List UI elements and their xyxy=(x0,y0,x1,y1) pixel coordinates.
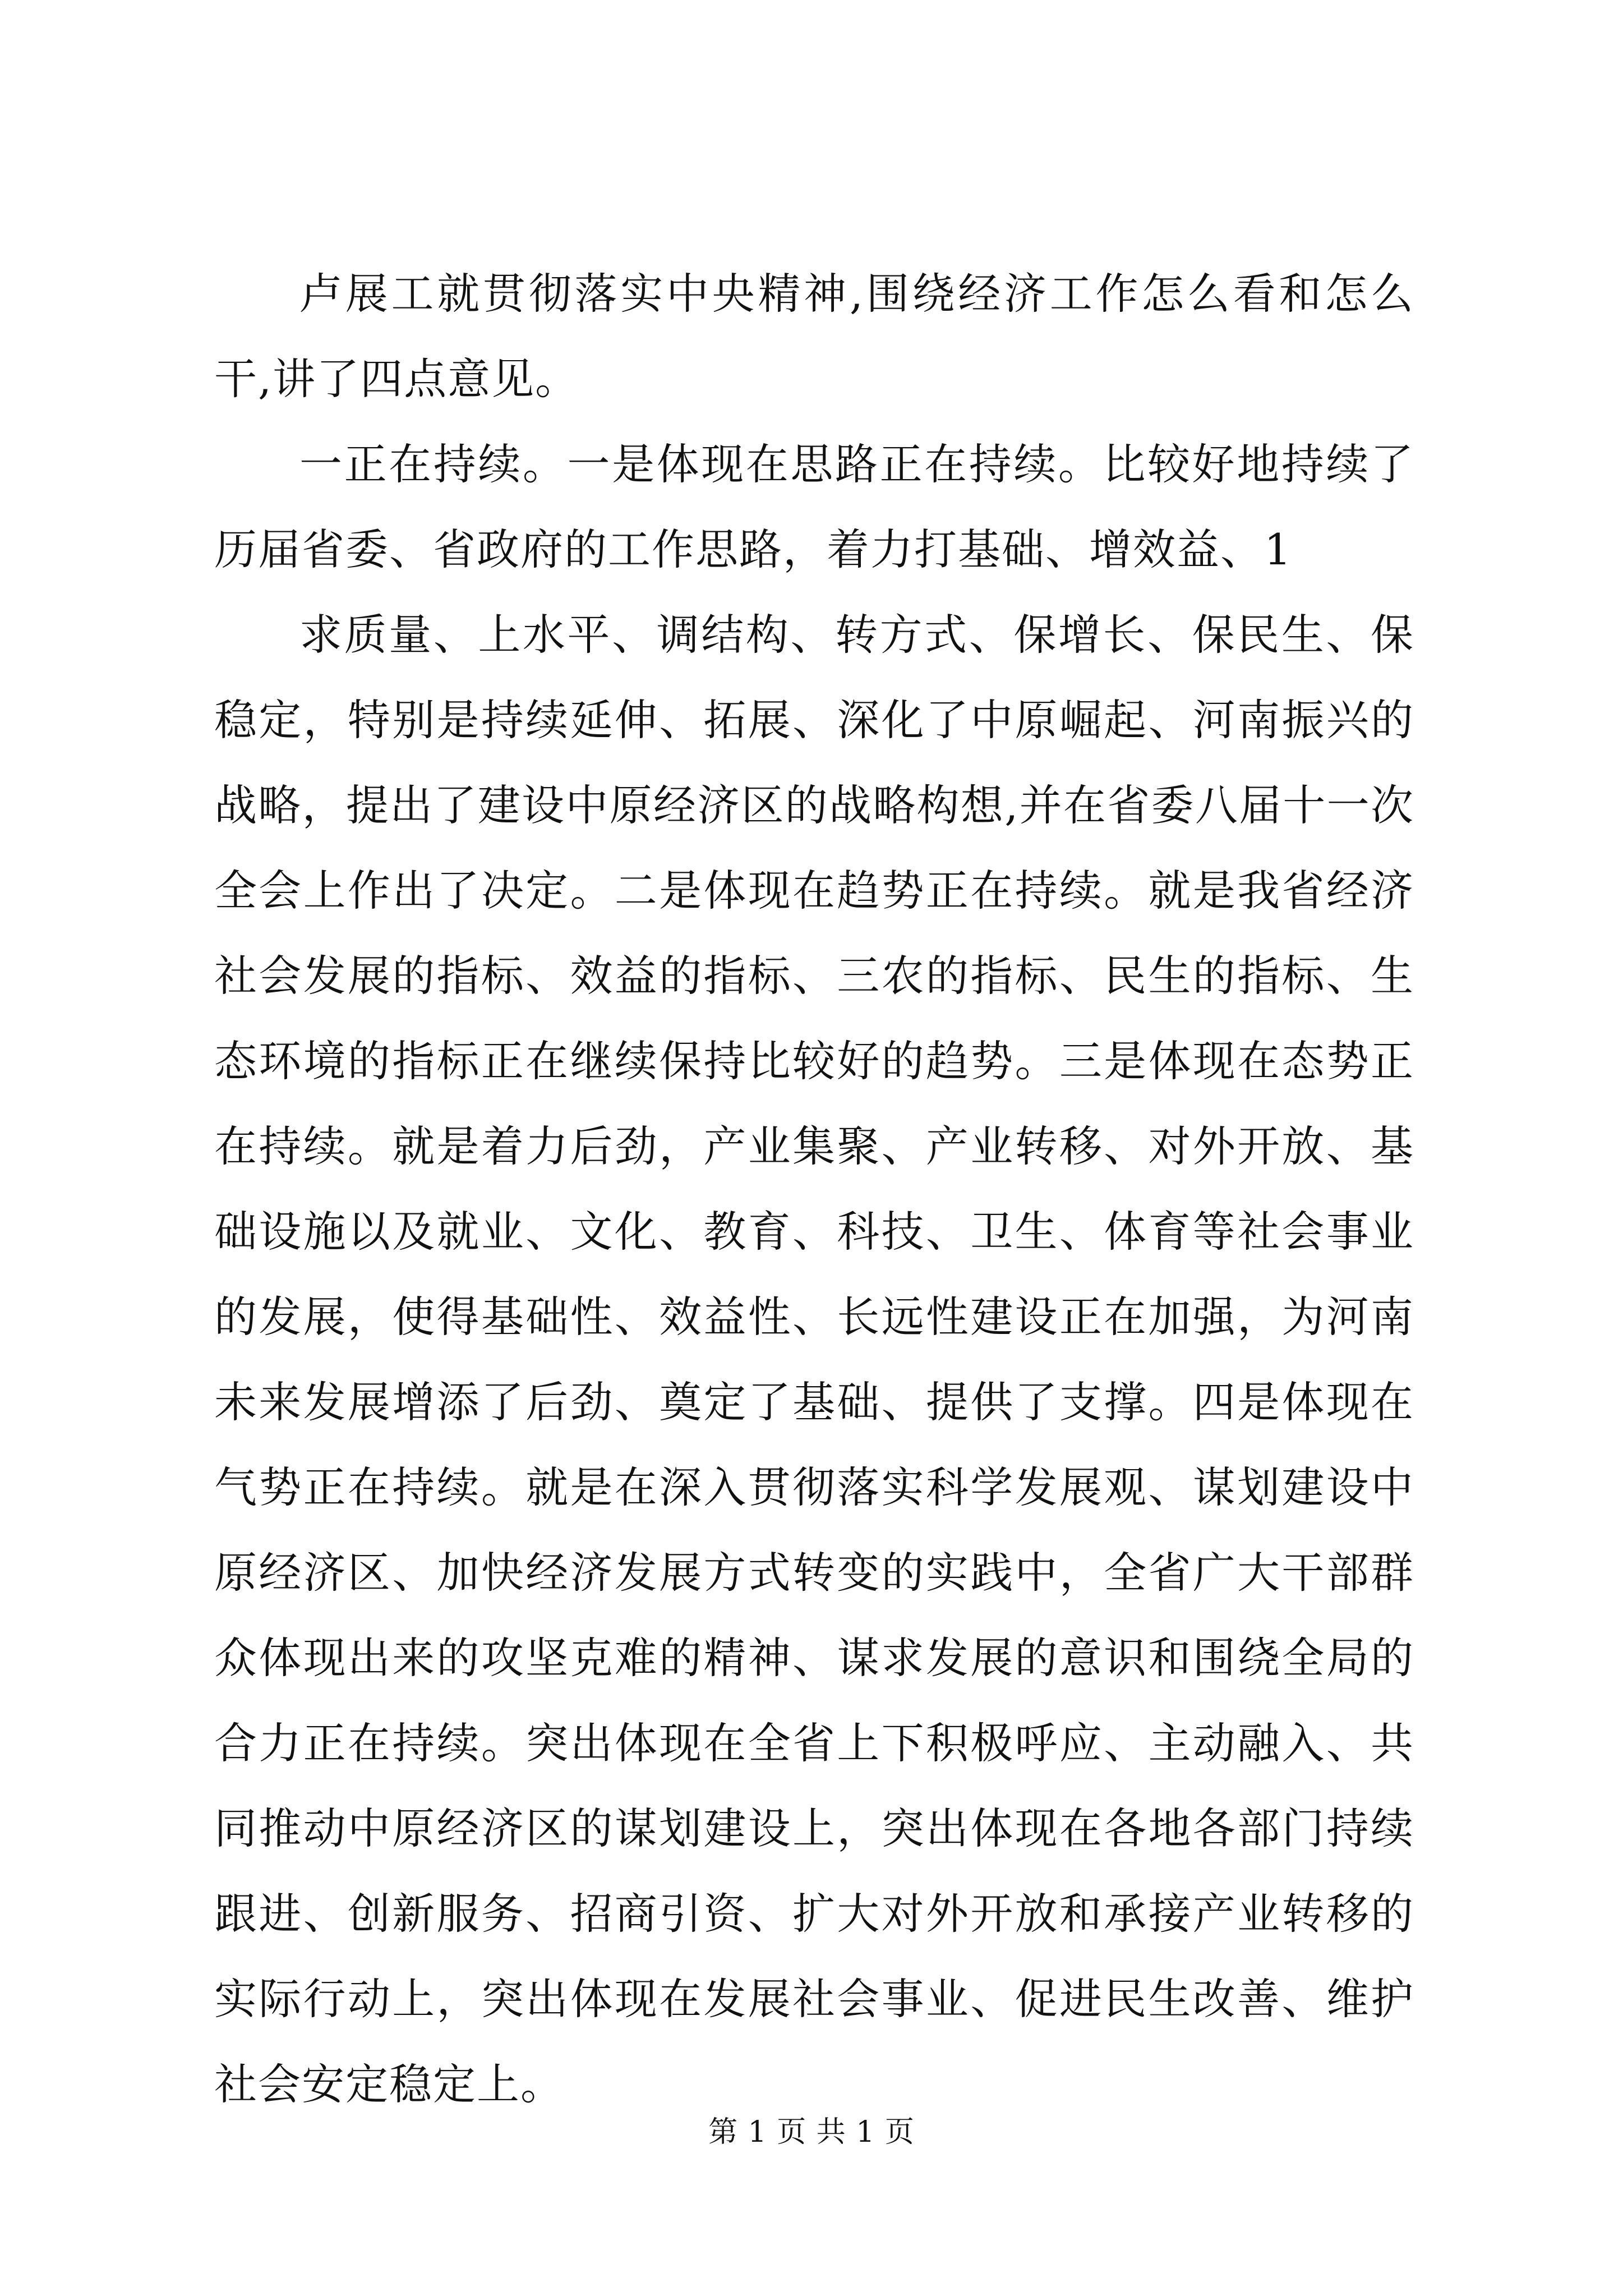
paragraph-point-one: 一正在持续。一是体现在思路正在持续。比较好地持续了历届省委、省政府的工作思路，着力打基础、增效益、1 xyxy=(214,439,1414,574)
document-body xyxy=(214,251,1414,2127)
paragraph-details: 求质量、上水平、调结构、转方式、保增长、保民生、保稳定，特别是持续延伸、拓展、深化了中原崛起、河南振兴的战略，提出了建设中原经济区的战略构想,并在省委八届十一次全会上作出了决定。二是体现在趋势正在持续。就是我省经济社会发展的指标、效益的指标、三农的指标、民生的指标、生态环境的指标正在继续保持比较好的趋势。三是体现在态势正在持续。就是着力后劲，产业集聚、产业转移、对外开放、基础设施以及就业、文化、教育、科技、卫生、体育等社会事业的发展，使得基础性、效益性、长远性建设正在加强，为河南未来发展增添了后劲、奠定了基础、提供了支撑。四是体现在气势正在持续。就是在深入贯彻落实科学发展观、谋划建设中原经济区、加快经济发展方式转变的实践中，全省广大干部群众体现出来的攻坚克难的精神、谋求发展的意识和围绕全局的合力正在持续。突出体现在全省上下积极呼应、主动融入、共同推动中原经济区的谋划建设上，突出体现在各地各部门持续跟进、创新服务、招商引资、扩大对外开放和承接产业转移的实际行动上，突出体现在发展社会事业、促进民生改善、维护社会安定稳定上。 xyxy=(214,610,1414,2109)
page-footer: 第 1 页 共 1 页 xyxy=(708,2115,915,2149)
paragraph-intro: 卢展工就贯彻落实中央精神,围绕经济工作怎么看和怎么干,讲了四点意见。 xyxy=(214,269,1414,404)
